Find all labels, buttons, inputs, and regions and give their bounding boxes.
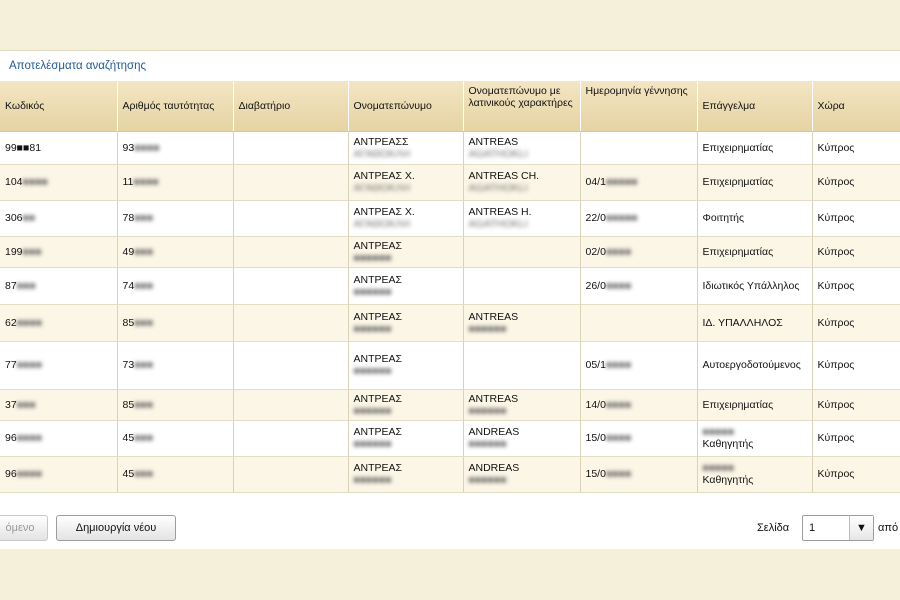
redacted-text: ■■■■■■ — [468, 474, 507, 486]
full-name-text: ΑΝΤΡΕΑΣ — [353, 353, 403, 365]
birth-date-text: 15/0 — [585, 432, 606, 444]
cell-passport — [233, 341, 348, 389]
country-text: Κύπρος — [817, 279, 855, 292]
occupation-text: Καθηγητής — [702, 474, 754, 486]
previous-button[interactable]: όμενο — [0, 515, 48, 541]
redacted-text: ■■■■■ — [605, 212, 638, 224]
country-text: Κύπρος — [817, 212, 855, 224]
occupation-text: Καθηγητής — [702, 438, 754, 450]
full-name-text: ΑΝΤΡΕΑΣ Χ. — [353, 170, 415, 182]
code-text: 96 — [5, 468, 17, 480]
cell-passport — [233, 236, 348, 267]
cell-full-name — [348, 267, 463, 304]
country-text: Κύπρος — [817, 359, 855, 371]
cell-country — [812, 200, 900, 236]
redacted-text: ■■■ — [134, 398, 154, 411]
cell-passport — [233, 304, 348, 341]
latin-name-text: ANTREAS — [468, 135, 519, 148]
cell-passport — [233, 389, 348, 420]
cell-latin-name — [463, 267, 580, 304]
table-row[interactable] — [0, 304, 900, 341]
redacted-text: ΑΓΑΘΟΚΛΗ — [353, 182, 411, 194]
cell-id-number — [117, 304, 233, 341]
code-text: 96 — [5, 432, 17, 444]
redacted-text: ■■■■ — [16, 316, 43, 329]
cell-id-number — [117, 131, 233, 164]
cell-full-name — [348, 420, 463, 456]
id-number-text: 49 — [122, 245, 135, 258]
search-results-panel — [0, 50, 900, 548]
cell-code — [0, 389, 117, 420]
table-row[interactable] — [0, 164, 900, 200]
redacted-text: ■■ — [22, 212, 36, 224]
table-row[interactable] — [0, 236, 900, 267]
table-row[interactable] — [0, 267, 900, 304]
cell-occupation — [697, 200, 812, 236]
cell-birth-date — [580, 131, 697, 164]
cell-birth-date — [580, 267, 697, 304]
birth-date-text: 04/1 — [585, 176, 606, 188]
redacted-text: AGATHOKLI — [468, 218, 528, 230]
code-text: 306 — [5, 212, 23, 224]
id-number-text: 45 — [122, 468, 135, 480]
column-header-id-number[interactable]: Αριθμός ταυτότητας — [117, 81, 233, 131]
cell-occupation — [697, 164, 812, 200]
cell-id-number — [117, 420, 233, 456]
column-header-latin-name[interactable]: Ονοματεπώνυμο με λατινικούς χαρακτήρες — [463, 81, 580, 131]
cell-full-name — [348, 200, 463, 236]
cell-code — [0, 420, 117, 456]
country-text: Κύπρος — [817, 141, 855, 154]
cell-occupation — [697, 341, 812, 389]
cell-occupation — [697, 131, 812, 164]
country-text: Κύπρος — [817, 176, 855, 188]
occupation-text: Επιχειρηματίας — [702, 141, 774, 154]
cell-code — [0, 131, 117, 164]
cell-passport — [233, 131, 348, 164]
cell-latin-name — [463, 456, 580, 492]
cell-latin-name — [463, 236, 580, 267]
redacted-text: ■■■■■ — [702, 426, 735, 438]
redacted-text: ■■■ — [16, 279, 36, 292]
column-header-code[interactable]: Κωδικός — [0, 81, 117, 131]
results-table — [0, 81, 900, 493]
cell-full-name — [348, 389, 463, 420]
redacted-text: AGATHOKLI — [468, 182, 528, 194]
cell-latin-name — [463, 200, 580, 236]
cell-id-number — [117, 200, 233, 236]
redacted-text: ■■■■ — [134, 141, 160, 154]
cell-birth-date — [580, 304, 697, 341]
redacted-text: ■■■■ — [605, 432, 632, 444]
redacted-text: ■■■ — [134, 359, 154, 371]
id-number-text: 93 — [122, 141, 135, 154]
cell-id-number — [117, 341, 233, 389]
chevron-down-icon[interactable]: ▼ — [849, 516, 873, 540]
table-row[interactable] — [0, 389, 900, 420]
redacted-text: ■■■■■ — [702, 462, 735, 474]
country-text: Κύπρος — [817, 245, 855, 258]
redacted-text: ■■■■■■ — [353, 474, 392, 486]
cell-id-number — [117, 164, 233, 200]
cell-full-name — [348, 164, 463, 200]
code-text: 87 — [5, 279, 17, 292]
cell-full-name — [348, 341, 463, 389]
redacted-text: ■■■ — [134, 212, 154, 224]
cell-country — [812, 389, 900, 420]
redacted-text: ■■■■■■ — [468, 404, 507, 417]
latin-name-text: ANTREAS CH. — [468, 170, 540, 182]
redacted-text: ■■■■ — [16, 468, 43, 480]
column-header-occupation[interactable]: Επάγγελμα — [697, 81, 812, 131]
table-row[interactable] — [0, 456, 900, 492]
page-label: Σελίδα — [757, 522, 790, 534]
cell-country — [812, 236, 900, 267]
cell-latin-name — [463, 420, 580, 456]
redacted-text: ■■■■ — [605, 468, 632, 480]
cell-passport — [233, 267, 348, 304]
cell-latin-name — [463, 304, 580, 341]
redacted-text: ΑΓΑΘΟΚΛΗ — [353, 218, 411, 230]
cell-code — [0, 341, 117, 389]
redacted-text: ■■■ — [134, 432, 154, 444]
cell-latin-name — [463, 341, 580, 389]
cell-full-name — [348, 236, 463, 267]
country-text: Κύπρος — [817, 316, 855, 329]
country-text: Κύπρος — [817, 432, 855, 444]
cell-id-number — [117, 236, 233, 267]
id-number-text: 74 — [122, 279, 135, 292]
code-text: 104 — [5, 176, 23, 188]
code-text: 77 — [5, 359, 17, 371]
redacted-text: ■■■■ — [605, 279, 632, 292]
occupation-text: Επιχειρηματίας — [702, 245, 774, 258]
cell-occupation — [697, 389, 812, 420]
cell-code — [0, 200, 117, 236]
redacted-text: ■■■■ — [16, 359, 43, 371]
cell-code — [0, 236, 117, 267]
table-row[interactable] — [0, 341, 900, 389]
latin-name-text: ANTREAS — [468, 392, 519, 405]
birth-date-text: 05/1 — [585, 359, 606, 371]
cell-birth-date — [580, 236, 697, 267]
occupation-text: ΙΔ. ΥΠΑΛΛΗΛΟΣ — [702, 316, 783, 329]
full-name-text: ΑΝΤΡΕΑΣΣ — [353, 135, 409, 148]
cell-passport — [233, 200, 348, 236]
redacted-text: ■■■ — [134, 316, 154, 329]
table-row[interactable] — [0, 200, 900, 236]
page-of-label: από — [878, 522, 899, 534]
cell-full-name — [348, 131, 463, 164]
redacted-text: AGATHOKLI — [468, 147, 528, 160]
occupation-text: Φοιτητής — [702, 212, 745, 224]
redacted-text: ■■■ — [134, 279, 154, 292]
birth-date-text: 15/0 — [585, 468, 606, 480]
latin-name-text: ANTREAS — [468, 310, 519, 323]
cell-country — [812, 164, 900, 200]
redacted-text: ■■■ — [22, 245, 42, 258]
cell-birth-date — [580, 420, 697, 456]
cell-passport — [233, 456, 348, 492]
full-name-text: ΑΝΤΡΕΑΣ — [353, 273, 403, 286]
id-number-text: 11 — [122, 176, 134, 188]
cell-full-name — [348, 304, 463, 341]
cell-passport — [233, 420, 348, 456]
cell-occupation — [697, 236, 812, 267]
panel-title: Αποτελέσματα αναζήτησης — [9, 60, 147, 72]
create-new-button[interactable]: Δημιουργία νέου — [56, 515, 176, 541]
id-number-text: 73 — [122, 359, 135, 371]
redacted-text: ■■■■ — [16, 432, 43, 444]
full-name-text: ΑΝΤΡΕΑΣ Χ. — [353, 206, 415, 218]
cell-country — [812, 341, 900, 389]
cell-id-number — [117, 389, 233, 420]
cell-occupation — [697, 420, 812, 456]
cell-code — [0, 456, 117, 492]
redacted-text: ■■■■■■ — [353, 438, 392, 450]
cell-id-number — [117, 456, 233, 492]
cell-birth-date — [580, 456, 697, 492]
cell-code — [0, 164, 117, 200]
latin-name-text: ANDREAS — [468, 426, 520, 438]
country-text: Κύπρος — [817, 398, 855, 411]
redacted-text: ■■■■■■ — [468, 438, 507, 450]
occupation-text: Επιχειρηματίας — [702, 176, 774, 188]
redacted-text: ■■■■■ — [605, 176, 638, 188]
full-name-text: ΑΝΤΡΕΑΣ — [353, 462, 403, 474]
redacted-text: ■■■ — [16, 398, 36, 411]
pagination-bar — [0, 511, 900, 549]
redacted-text: ■■■■■■ — [353, 285, 392, 298]
occupation-text: Αυτοεργοδοτούμενος — [702, 359, 801, 371]
country-text: Κύπρος — [817, 468, 855, 480]
redacted-text: ■■■■■■ — [353, 322, 392, 335]
cell-occupation — [697, 267, 812, 304]
birth-date-text: 02/0 — [585, 245, 606, 258]
cell-country — [812, 304, 900, 341]
redacted-text: ■■■■ — [22, 176, 48, 188]
cell-latin-name — [463, 131, 580, 164]
cell-id-number — [117, 267, 233, 304]
redacted-text: ■■■ — [134, 468, 154, 480]
column-header-full-name[interactable]: Ονοματεπώνυμο — [348, 81, 463, 131]
cell-birth-date — [580, 389, 697, 420]
cell-code — [0, 304, 117, 341]
code-text: 199 — [5, 245, 23, 258]
redacted-text: ■■■■ — [605, 398, 632, 411]
cell-country — [812, 131, 900, 164]
table-row[interactable] — [0, 131, 900, 164]
redacted-text: ■■■■■■ — [353, 365, 392, 377]
code-text: 99■■81 — [5, 141, 42, 154]
cell-occupation — [697, 304, 812, 341]
birth-date-text: 14/0 — [585, 398, 606, 411]
column-header-country[interactable]: Χώρα — [812, 81, 900, 131]
cell-birth-date — [580, 164, 697, 200]
cell-code — [0, 267, 117, 304]
code-text: 37 — [5, 398, 17, 411]
redacted-text: ΑΓΑΘΟΚΛΗ — [353, 147, 411, 160]
occupation-text: Ιδιωτικός Υπάλληλος — [702, 279, 800, 292]
latin-name-text: ANTREAS H. — [468, 206, 532, 218]
redacted-text: ■■■■ — [605, 359, 632, 371]
occupation-text: Επιχειρηματίας — [702, 398, 774, 411]
redacted-text: ■■■■ — [605, 245, 632, 258]
id-number-text: 85 — [122, 398, 135, 411]
cell-latin-name — [463, 389, 580, 420]
latin-name-text: ANDREAS — [468, 462, 520, 474]
cell-occupation — [697, 456, 812, 492]
full-name-text: ΑΝΤΡΕΑΣ — [353, 426, 403, 438]
birth-date-text: 22/0 — [585, 212, 606, 224]
code-text: 62 — [5, 316, 17, 329]
cell-full-name — [348, 456, 463, 492]
cell-country — [812, 456, 900, 492]
birth-date-text: 26/0 — [585, 279, 606, 292]
id-number-text: 78 — [122, 212, 135, 224]
redacted-text: ■■■■■■ — [468, 322, 507, 335]
full-name-text: ΑΝΤΡΕΑΣ — [353, 392, 403, 405]
page-select[interactable] — [802, 515, 874, 541]
cell-country — [812, 420, 900, 456]
id-number-text: 45 — [122, 432, 135, 444]
cell-country — [812, 267, 900, 304]
cell-birth-date — [580, 341, 697, 389]
redacted-text: ■■■■■■ — [353, 251, 392, 264]
id-number-text: 85 — [122, 316, 135, 329]
redacted-text: ■■■ — [134, 245, 154, 258]
page-select-value: 1 — [809, 522, 816, 534]
redacted-text: ■■■■ — [133, 176, 159, 188]
full-name-text: ΑΝΤΡΕΑΣ — [353, 239, 403, 252]
cell-passport — [233, 164, 348, 200]
column-header-passport[interactable]: Διαβατήριο — [233, 81, 348, 131]
cell-birth-date — [580, 200, 697, 236]
cell-latin-name — [463, 164, 580, 200]
redacted-text: ■■■■■■ — [353, 404, 392, 417]
column-header-birth-date[interactable]: Ημερομηνία γέννησης — [580, 81, 697, 131]
table-header-row — [0, 81, 900, 131]
table-row[interactable] — [0, 420, 900, 456]
full-name-text: ΑΝΤΡΕΑΣ — [353, 310, 403, 323]
